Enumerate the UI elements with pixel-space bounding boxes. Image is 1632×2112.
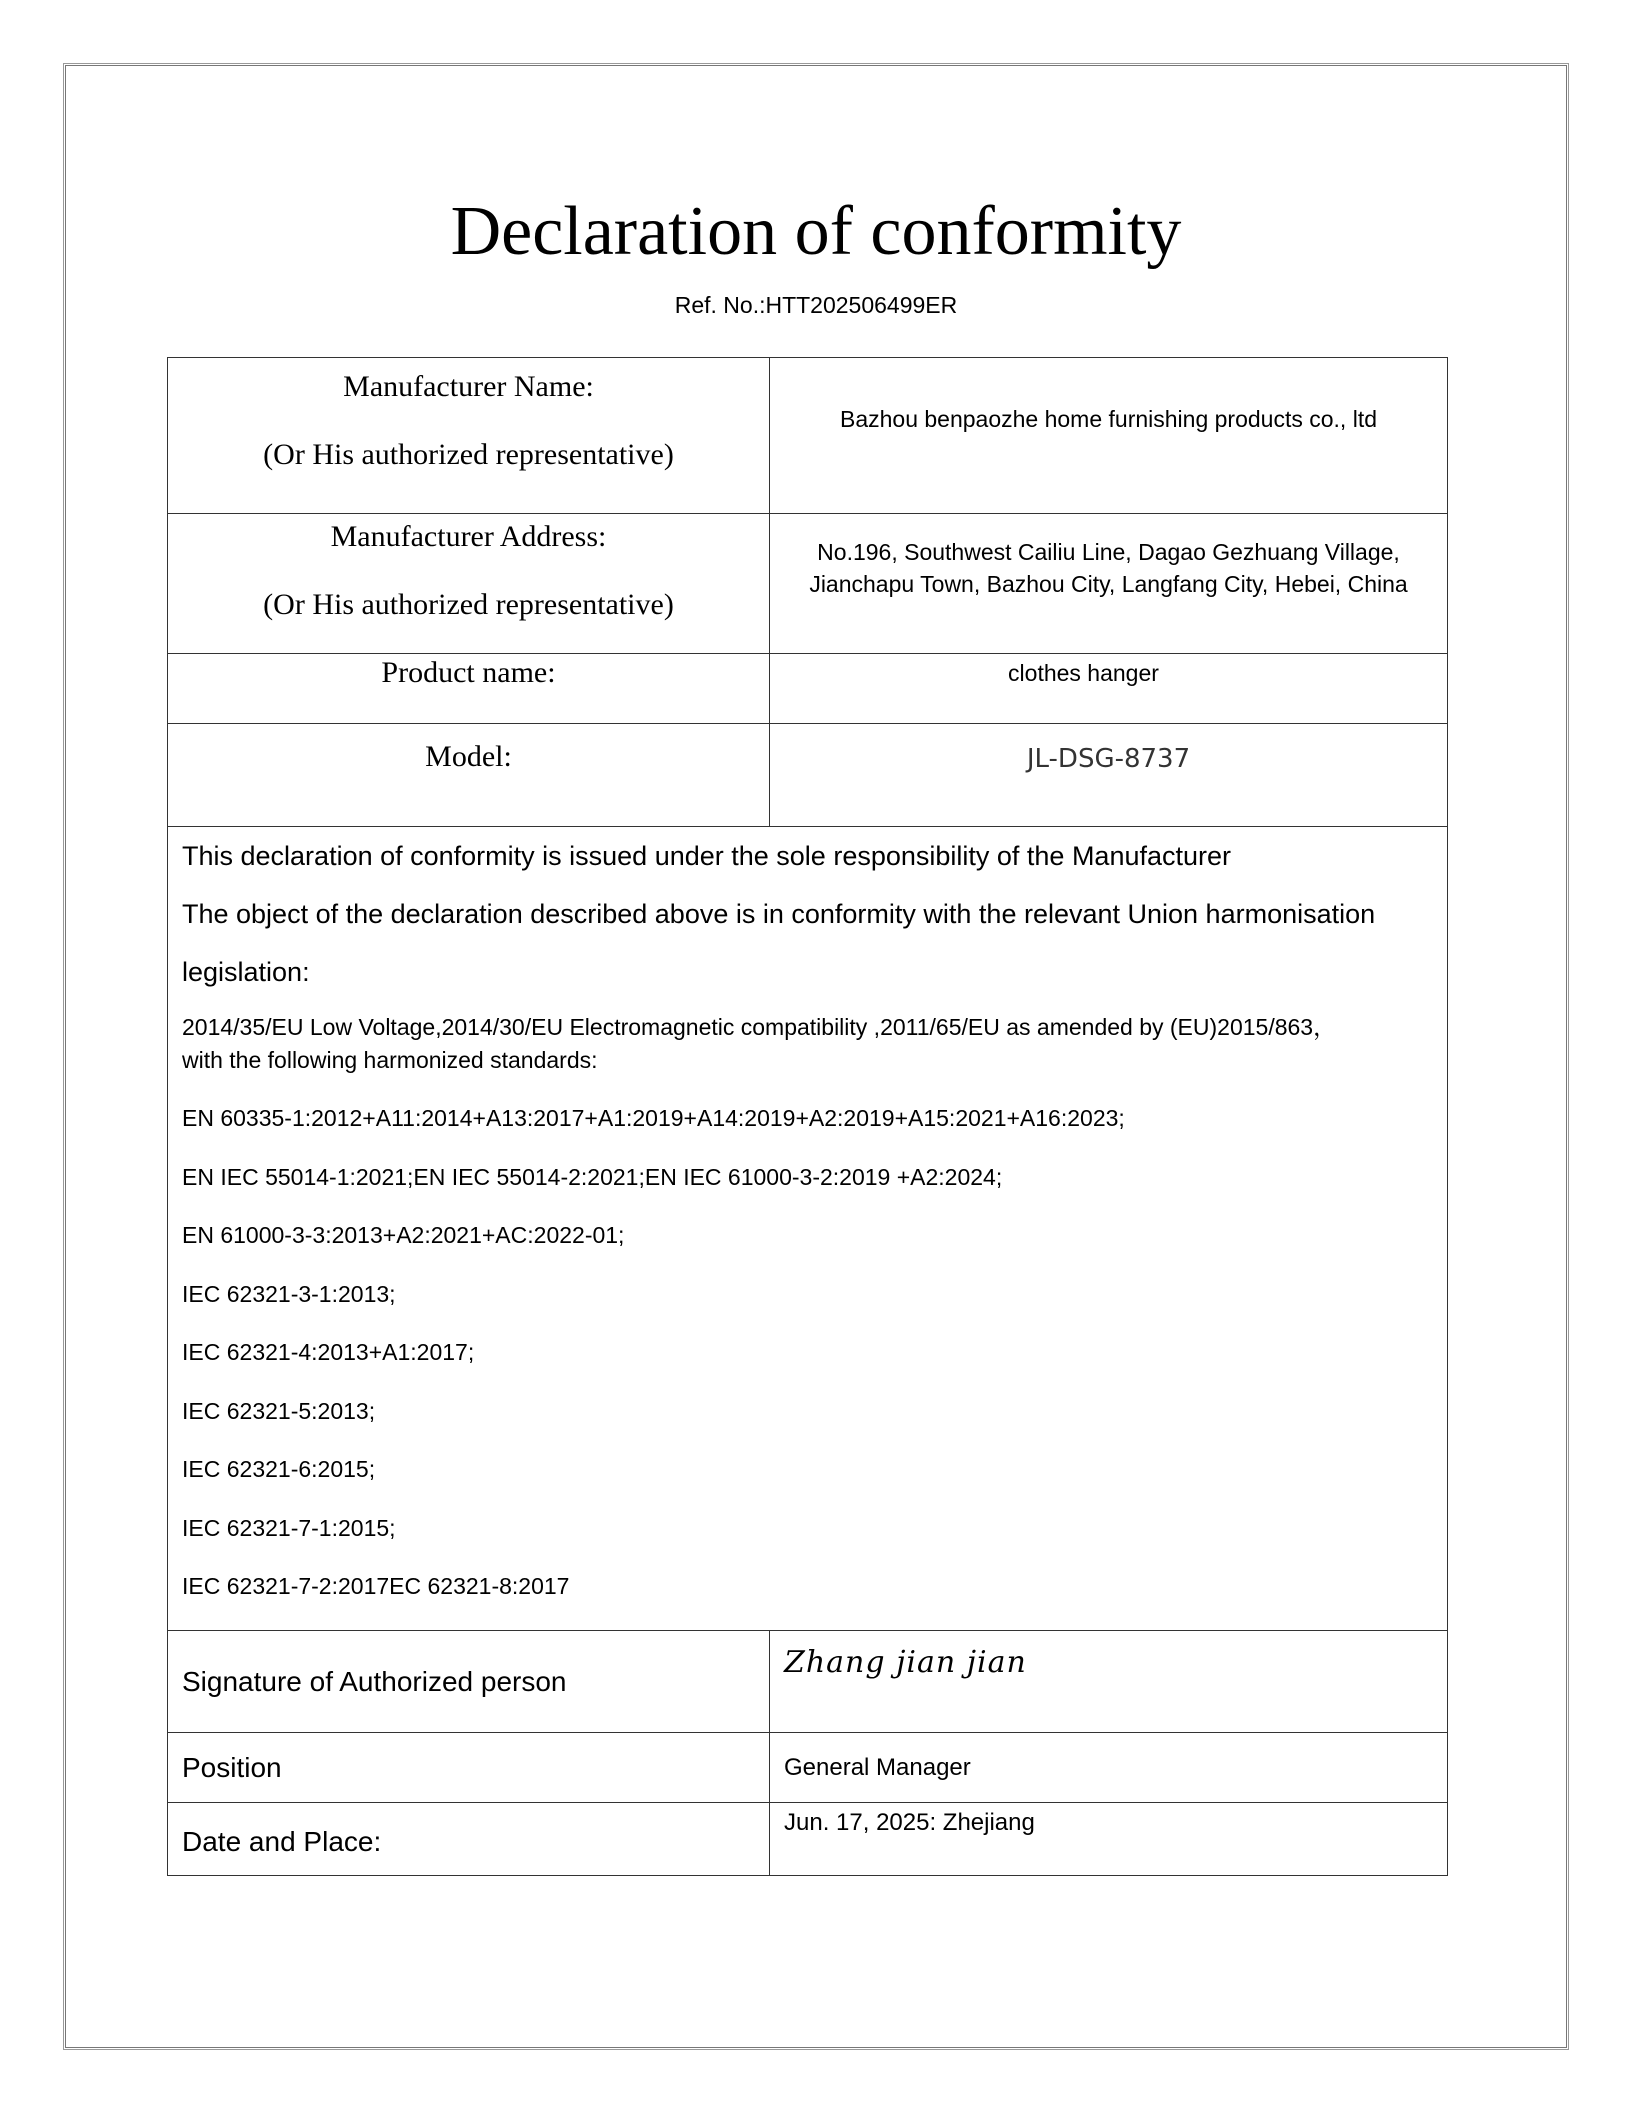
standard-item: EN IEC 55014-1:2021;EN IEC 55014-2:2021;EN IEC 61000-3-2:2019 +A2:2024; bbox=[182, 1163, 1003, 1190]
model-label bbox=[168, 724, 770, 827]
date-place-row bbox=[168, 1803, 1448, 1876]
product-name-label bbox=[168, 654, 770, 724]
standard-item: EN 61000-3-3:2013+A2:2021+AC:2022-01; bbox=[182, 1222, 625, 1248]
standard-item: IEC 62321-4:2013+A1:2017; bbox=[182, 1339, 475, 1365]
manufacturer-address-value bbox=[770, 514, 1448, 654]
standard-item: IEC 62321-7-1:2015; bbox=[182, 1514, 396, 1541]
standard-item: IEC 62321-5:2013; bbox=[182, 1397, 376, 1424]
conformity-statement: The object of the declaration described above is in conformity with the relevant Union harmonisation bbox=[182, 899, 1376, 929]
label-subtext: (Or His authorized representative) bbox=[263, 588, 674, 621]
product-name-value bbox=[770, 654, 1448, 724]
signature-row bbox=[168, 1631, 1448, 1733]
date-place-value: Jun. 17, 2025: Zhejiang bbox=[770, 1803, 1448, 1876]
declaration-table bbox=[167, 357, 1448, 1876]
standard-item: IEC 62321-3-1:2013; bbox=[182, 1280, 396, 1307]
value-text: Bazhou benpaozhe home furnishing products co., ltd bbox=[839, 406, 1378, 432]
position-value: General Manager bbox=[770, 1733, 1448, 1803]
label-subtext: (Or His authorized representative) bbox=[263, 438, 674, 471]
declaration-row bbox=[168, 827, 1448, 1631]
manufacturer-name-value bbox=[770, 358, 1448, 514]
manufacturer-name-label bbox=[168, 358, 770, 514]
directives-line: with the following harmonized standards: bbox=[182, 1047, 598, 1073]
product-name-row bbox=[168, 654, 1448, 724]
model-value bbox=[770, 724, 1448, 827]
model-row bbox=[168, 724, 1448, 827]
position-row bbox=[168, 1733, 1448, 1803]
value-text: JL-DSG-8737 bbox=[1026, 744, 1191, 774]
label-text: Product name: bbox=[381, 656, 556, 689]
conformity-statement-cont: legislation: bbox=[182, 957, 310, 987]
manufacturer-name-row bbox=[168, 358, 1448, 514]
document-title: Declaration of conformity bbox=[450, 193, 1182, 270]
label-text: Model: bbox=[425, 740, 512, 773]
position-label: Position bbox=[168, 1733, 770, 1803]
signature-value: Zhang jian jian bbox=[770, 1631, 1448, 1733]
standard-item: EN 60335-1:2012+A11:2014+A13:2017+A1:2019+A14:2019+A2:2019+A15:2021+A16:2023; bbox=[182, 1105, 1125, 1131]
declaration-body bbox=[168, 827, 1448, 1631]
value-text: clothes hanger bbox=[1008, 660, 1159, 686]
label-text: Manufacturer Name: bbox=[343, 370, 594, 403]
date-place-label: Date and Place: bbox=[168, 1803, 770, 1876]
address-line-2: Jianchapu Town, Bazhou City, Langfang City, Hebei, China bbox=[809, 571, 1408, 597]
signature-label: Signature of Authorized person bbox=[168, 1631, 770, 1733]
manufacturer-address-row bbox=[168, 514, 1448, 654]
address-line-1: No.196, Southwest Cailiu Line, Dagao Gezhuang Village, bbox=[817, 539, 1400, 565]
directives-line: 2014/35/EU Low Voltage,2014/30/EU Electromagnetic compatibility ,2011/65/EU as amended by (EU)2015/863， bbox=[182, 1014, 1337, 1040]
label-text: Manufacturer Address: bbox=[330, 520, 607, 553]
declaration-statement: This declaration of conformity is issued under the sole responsibility of the Manufacturer bbox=[182, 841, 1232, 871]
manufacturer-address-label bbox=[168, 514, 770, 654]
standard-item: IEC 62321-7-2:2017EC 62321-8:2017 bbox=[182, 1573, 570, 1599]
standard-item: IEC 62321-6:2015; bbox=[182, 1456, 376, 1482]
reference-number: Ref. No.:HTT202506499ER bbox=[674, 292, 958, 318]
